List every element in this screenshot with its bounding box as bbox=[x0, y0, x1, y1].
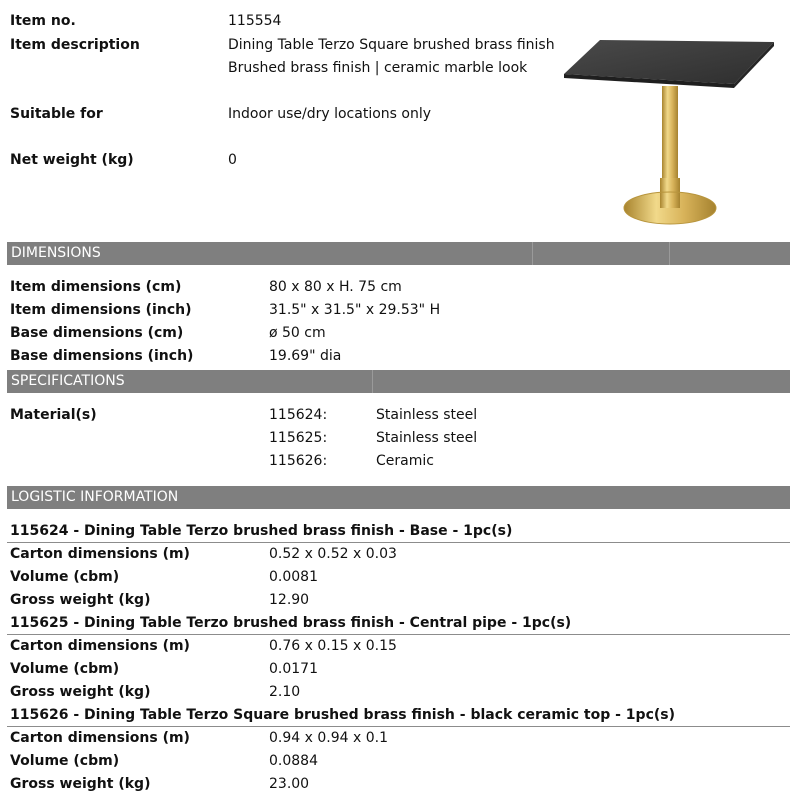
carton-dimensions-label: Carton dimensions (m) bbox=[10, 638, 190, 654]
base-dimensions-inch-value: 19.69" dia bbox=[269, 348, 342, 364]
gross-weight-label: Gross weight (kg) bbox=[10, 592, 151, 608]
net-weight-value: 0 bbox=[228, 152, 237, 168]
item-description-line2: Brushed brass finish | ceramic marble look bbox=[228, 60, 528, 76]
base-dimensions-cm-label: Base dimensions (cm) bbox=[10, 325, 184, 341]
logistics-title: LOGISTIC INFORMATION bbox=[11, 489, 179, 505]
suitable-for-value: Indoor use/dry locations only bbox=[228, 106, 432, 122]
base-dimensions-inch-label: Base dimensions (inch) bbox=[10, 348, 194, 364]
specifications-title: SPECIFICATIONS bbox=[11, 373, 125, 389]
divider bbox=[532, 242, 533, 265]
carton-dimensions-label: Carton dimensions (m) bbox=[10, 730, 190, 746]
gross-weight-label: Gross weight (kg) bbox=[10, 776, 151, 792]
suitable-for-label: Suitable for bbox=[10, 106, 103, 122]
volume-value: 0.0171 bbox=[269, 661, 318, 677]
specifications-section-header bbox=[7, 370, 790, 393]
gross-weight-label: Gross weight (kg) bbox=[10, 684, 151, 700]
carton-dimensions-label: Carton dimensions (m) bbox=[10, 546, 190, 562]
carton-dimensions-value: 0.76 x 0.15 x 0.15 bbox=[269, 638, 397, 654]
material-name: Stainless steel bbox=[376, 430, 478, 446]
item-dimensions-inch-label: Item dimensions (inch) bbox=[10, 302, 192, 318]
base-dimensions-cm-value: ø 50 cm bbox=[269, 325, 326, 341]
material-code: 115624: bbox=[269, 407, 328, 423]
divider bbox=[7, 634, 790, 635]
package-heading: 115626 - Dining Table Terzo Square brushed brass finish - black ceramic top - 1pc(s) bbox=[10, 707, 675, 723]
dimensions-section-header bbox=[7, 242, 790, 265]
logistics-section-header bbox=[7, 486, 790, 509]
item-description-label: Item description bbox=[10, 37, 140, 53]
net-weight-label: Net weight (kg) bbox=[10, 152, 134, 168]
table-collar bbox=[660, 178, 680, 208]
item-no-label: Item no. bbox=[10, 13, 76, 29]
item-dimensions-cm-value: 80 x 80 x H. 75 cm bbox=[269, 279, 402, 295]
divider bbox=[669, 242, 670, 265]
divider bbox=[7, 542, 790, 543]
gross-weight-value: 12.90 bbox=[269, 592, 310, 608]
material-name: Stainless steel bbox=[376, 407, 478, 423]
divider bbox=[7, 726, 790, 727]
material-name: Ceramic bbox=[376, 453, 434, 469]
carton-dimensions-value: 0.52 x 0.52 x 0.03 bbox=[269, 546, 397, 562]
dimensions-title: DIMENSIONS bbox=[11, 245, 101, 261]
package-heading: 115625 - Dining Table Terzo brushed brass finish - Central pipe - 1pc(s) bbox=[10, 615, 572, 631]
material-code: 115625: bbox=[269, 430, 328, 446]
volume-label: Volume (cbm) bbox=[10, 661, 120, 677]
item-no-value: 115554 bbox=[228, 13, 282, 29]
item-dimensions-inch-value: 31.5" x 31.5" x 29.53" H bbox=[269, 302, 441, 318]
gross-weight-value: 2.10 bbox=[269, 684, 301, 700]
package-heading: 115624 - Dining Table Terzo brushed brass finish - Base - 1pc(s) bbox=[10, 523, 513, 539]
materials-label: Material(s) bbox=[10, 407, 97, 423]
volume-value: 0.0081 bbox=[269, 569, 318, 585]
material-code: 115626: bbox=[269, 453, 328, 469]
volume-value: 0.0884 bbox=[269, 753, 318, 769]
volume-label: Volume (cbm) bbox=[10, 753, 120, 769]
carton-dimensions-value: 0.94 x 0.94 x 0.1 bbox=[269, 730, 388, 746]
product-image bbox=[556, 30, 776, 230]
item-description-line1: Dining Table Terzo Square brushed brass finish bbox=[228, 37, 555, 53]
gross-weight-value: 23.00 bbox=[269, 776, 310, 792]
item-dimensions-cm-label: Item dimensions (cm) bbox=[10, 279, 182, 295]
divider bbox=[372, 370, 373, 393]
volume-label: Volume (cbm) bbox=[10, 569, 120, 585]
